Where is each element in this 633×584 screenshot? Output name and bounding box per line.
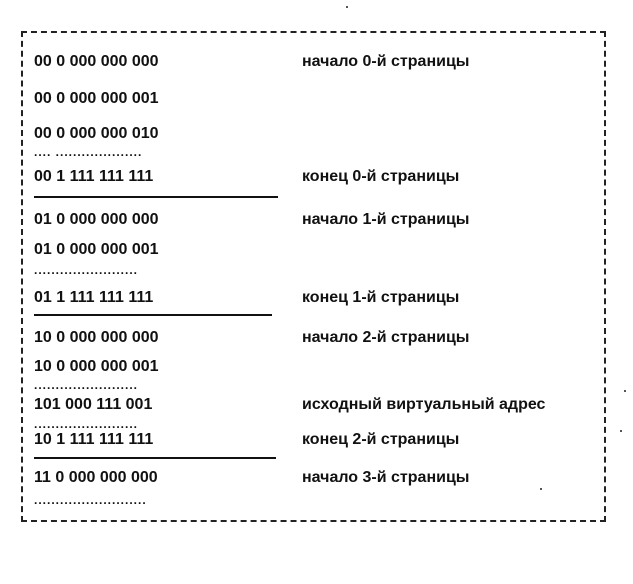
address-value: 10 1 111 111 111	[34, 431, 154, 448]
ellipsis-row: ........................	[34, 378, 139, 392]
ellipsis-row: ........................	[34, 263, 139, 277]
page-separator	[34, 314, 272, 316]
address-value: 101 000 111 001	[34, 396, 153, 413]
address-label: начало 1-й страницы	[302, 211, 470, 228]
address-value: 00 0 000 000 001	[34, 90, 159, 107]
ellipsis-row: ..........................	[34, 493, 147, 507]
address-value: 10 0 000 000 001	[34, 358, 159, 375]
scan-speck	[624, 390, 626, 392]
address-value: 00 0 000 000 000	[34, 53, 159, 70]
ellipsis-row: .... ....................	[34, 145, 143, 159]
address-label: начало 3-й страницы	[302, 469, 470, 486]
ellipsis-row: ........................	[34, 417, 139, 431]
page-separator	[34, 457, 276, 459]
address-label: начало 2-й страницы	[302, 329, 470, 346]
address-label: конец 2-й страницы	[302, 431, 460, 448]
address-value: 00 0 000 000 010	[34, 125, 159, 142]
scan-speck	[540, 488, 542, 490]
address-value: 10 0 000 000 000	[34, 329, 159, 346]
page-separator	[34, 196, 278, 198]
address-value: 01 1 111 111 111	[34, 289, 154, 306]
address-label: конец 1-й страницы	[302, 289, 460, 306]
address-label: конец 0-й страницы	[302, 168, 460, 185]
scan-speck	[620, 430, 622, 432]
address-label: начало 0-й страницы	[302, 53, 470, 70]
address-value: 01 0 000 000 000	[34, 211, 159, 228]
address-value: 01 0 000 000 001	[34, 241, 159, 258]
address-value: 00 1 111 111 111	[34, 168, 154, 185]
address-label: исходный виртуальный адрес	[302, 396, 546, 413]
address-value: 11 0 000 000 000	[34, 469, 158, 486]
scan-speck	[346, 6, 348, 8]
